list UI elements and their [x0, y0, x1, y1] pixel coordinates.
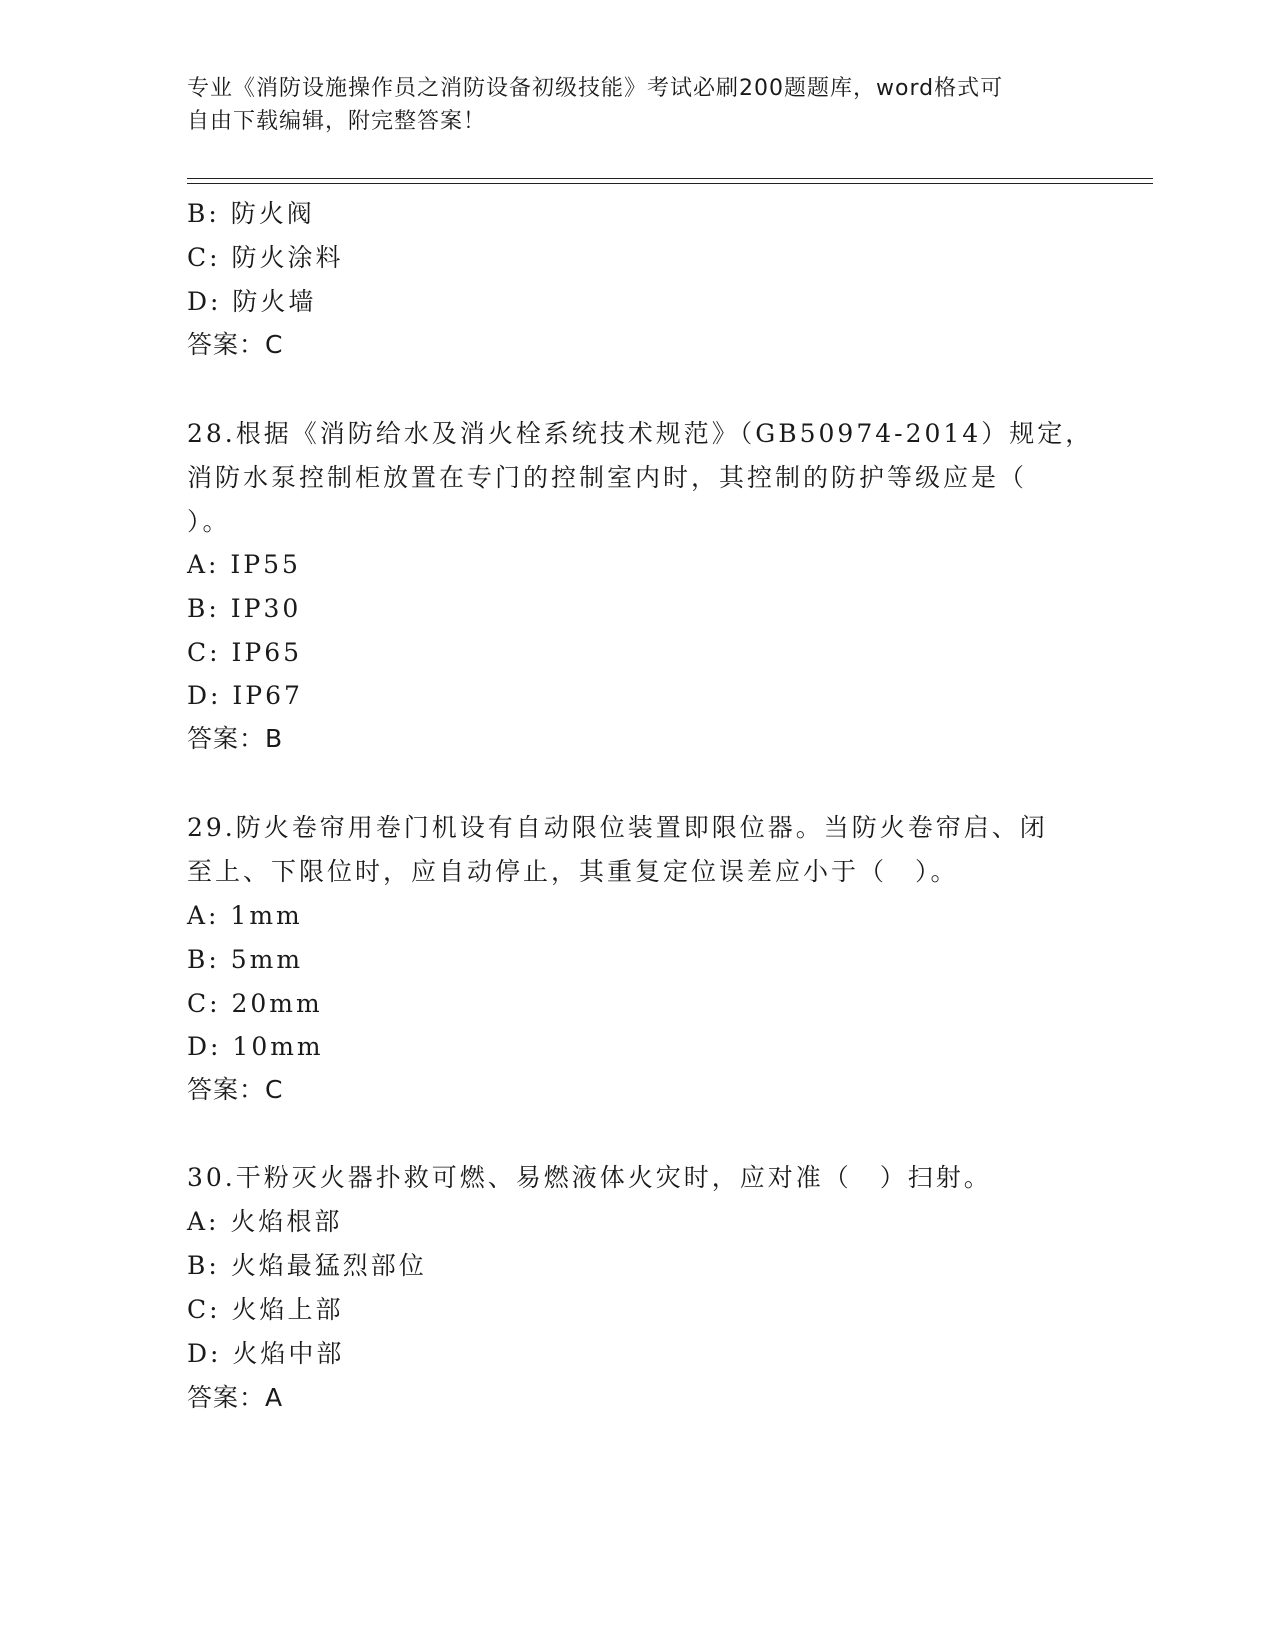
q30-stem-line-1: 30.干粉灭火器扑救可燃、易燃液体火灾时，应对准（ ）扫射。: [187, 1163, 992, 1192]
q28-option-a: A: IP55: [187, 550, 301, 579]
q30-option-c: C: 火焰上部: [187, 1295, 344, 1324]
q28-answer: 答案：B: [187, 724, 284, 753]
q30-option-b: B: 火焰最猛烈部位: [187, 1251, 427, 1280]
q28-stem-line-2: 消防水泵控制柜放置在专门的控制室内时，其控制的防护等级应是（: [187, 463, 1028, 492]
header-line-2: 自由下载编辑，附完整答案！: [187, 109, 487, 134]
q29-option-b: B: 5mm: [187, 945, 304, 974]
prev-option-c: C: 防火涂料: [187, 243, 344, 272]
q29-option-c: C: 20mm: [187, 989, 323, 1018]
q29-option-a: A: 1mm: [187, 901, 303, 930]
header-rule-bottom: [187, 183, 1153, 184]
document-header: [187, 72, 1067, 138]
q28-option-d: D: IP67: [187, 681, 303, 710]
q29-stem-line-2: 至上、下限位时，应自动停止，其重复定位误差应小于（ ）。: [187, 857, 959, 886]
prev-option-d: D: 防火墙: [187, 287, 317, 316]
q28-option-b: B: IP30: [187, 594, 302, 623]
q29-stem-line-1: 29.防火卷帘用卷门机设有自动限位装置即限位器。当防火卷帘启、闭: [187, 813, 1048, 842]
header-line-1: 专业《消防设施操作员之消防设备初级技能》考试必刷200题题库，word格式可: [187, 76, 1004, 101]
q30-answer: 答案：A: [187, 1383, 284, 1412]
q30-option-a: A: 火焰根部: [187, 1207, 343, 1236]
q28-stem-line-3: ）。: [187, 507, 231, 536]
q30-option-d: D: 火焰中部: [187, 1339, 345, 1368]
q29-option-d: D: 10mm: [187, 1032, 324, 1061]
prev-answer: 答案：C: [187, 330, 284, 359]
header-rule-top: [187, 178, 1153, 179]
q28-option-c: C: IP65: [187, 638, 303, 667]
q28-stem-line-1: 28.根据《消防给水及消火栓系统技术规范》（GB50974-2014）规定，: [187, 419, 1094, 448]
q29-answer: 答案：C: [187, 1075, 284, 1104]
prev-option-b: B: 防火阀: [187, 199, 315, 228]
